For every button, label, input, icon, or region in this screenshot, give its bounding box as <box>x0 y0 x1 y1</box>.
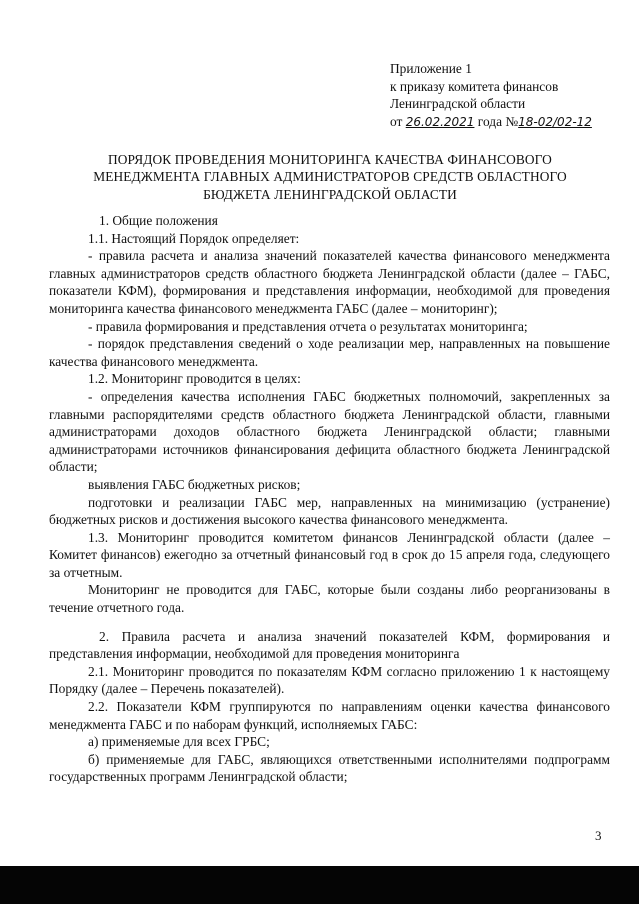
appendix-line-2: к приказу комитета финансов <box>390 78 559 94</box>
paragraph: б) применяемые для ГАБС, являющихся ответственными исполнителями подпрограмм государственных программ Ленинградской области; <box>49 751 610 785</box>
appendix-line-1: Приложение 1 <box>390 61 472 76</box>
document-body <box>49 212 610 786</box>
paragraph: Мониторинг не проводится для ГАБС, которые были созданы либо реорганизованы в течение отчетного года. <box>49 582 610 616</box>
paragraph: 2.2. Показатели КФМ группируются по направлениям оценки качества финансового менеджмента ГАБС и по наборам функций, исполняемых ГАБС: <box>49 699 610 732</box>
paragraph: подготовки и реализации ГАБС мер, направленных на минимизацию (устранение) бюджетных рисков и достижения высокого качества финансового менеджмента. <box>49 494 610 528</box>
appendix-line-3: Ленинградской области <box>390 96 526 111</box>
section-heading-2: 2. Правила расчета и анализа значений показателей КФМ, формирования и представления информации, необходимой для проведения мониторинга <box>49 628 610 662</box>
section-gap <box>49 617 610 628</box>
paragraph: - порядок представления сведений о ходе реализации мер, направленных на повышение качества финансового менеджмента. <box>49 336 610 369</box>
appendix-header <box>390 60 630 131</box>
section-heading-1: 1. Общие положения <box>99 213 218 228</box>
appendix-number: 18-02/02-12 <box>518 114 592 129</box>
title-line-3: БЮДЖЕТА ЛЕНИНГРАДСКОЙ ОБЛАСТИ <box>203 186 457 202</box>
title-line-1: ПОРЯДОК ПРОВЕДЕНИЯ МОНИТОРИНГА КАЧЕСТВА ФИНАНСОВОГО <box>108 152 552 167</box>
page-number: 3 <box>595 828 602 843</box>
paragraph: выявления ГАБС бюджетных рисков; <box>88 476 301 492</box>
paragraph: а) применяемые для всех ГРБС; <box>88 734 270 750</box>
paragraph: 1.1. Настоящий Порядок определяет: <box>88 230 300 246</box>
paragraph: 1.2. Мониторинг проводится в целях: <box>88 371 301 387</box>
document-title <box>50 151 610 203</box>
appendix-date: 26.02.2021 <box>405 114 475 129</box>
appendix-order-line <box>390 113 630 132</box>
title-line-2: МЕНЕДЖМЕНТА ГЛАВНЫХ АДМИНИСТРАТОРОВ СРЕДСТВ ОБЛАСТНОГО <box>93 169 567 185</box>
paragraph: - правила расчета и анализа значений показателей качества финансового менеджмента главных администраторов средств областного бюджета Ленинградской области (далее – ГАБС, показатели КФМ), формирования и представления информации, необходимой для проведения мониторинга качества финансового менеджмента ГАБС (далее – мониторинг); <box>49 248 610 316</box>
paragraph: - определения качества исполнения ГАБС бюджетных полномочий, закрепленных за главными распорядителями средств областного бюджета Ленинградской области, главными администраторами доходов областного бюджета Ленинградской области; главными администраторами источников финансирования дефицита областного бюджета Ленинградской области; <box>49 388 610 475</box>
appendix-from: от <box>390 113 406 129</box>
paragraph: - правила формирования и представления отчета о результатах мониторинга; <box>88 318 528 334</box>
scan-bottom-border <box>0 866 639 904</box>
paragraph: 2.1. Мониторинг проводится по показателям КФМ согласно приложению 1 к настоящему Порядку (далее – Перечень показателей). <box>49 663 610 697</box>
appendix-year-word: года № <box>474 113 519 129</box>
paragraph: 1.3. Мониторинг проводится комитетом финансов Ленинградской области (далее – Комитет финансов) ежегодно за отчетный финансовый год в срок до 15 апреля года, следующего за отчетным. <box>49 529 610 580</box>
